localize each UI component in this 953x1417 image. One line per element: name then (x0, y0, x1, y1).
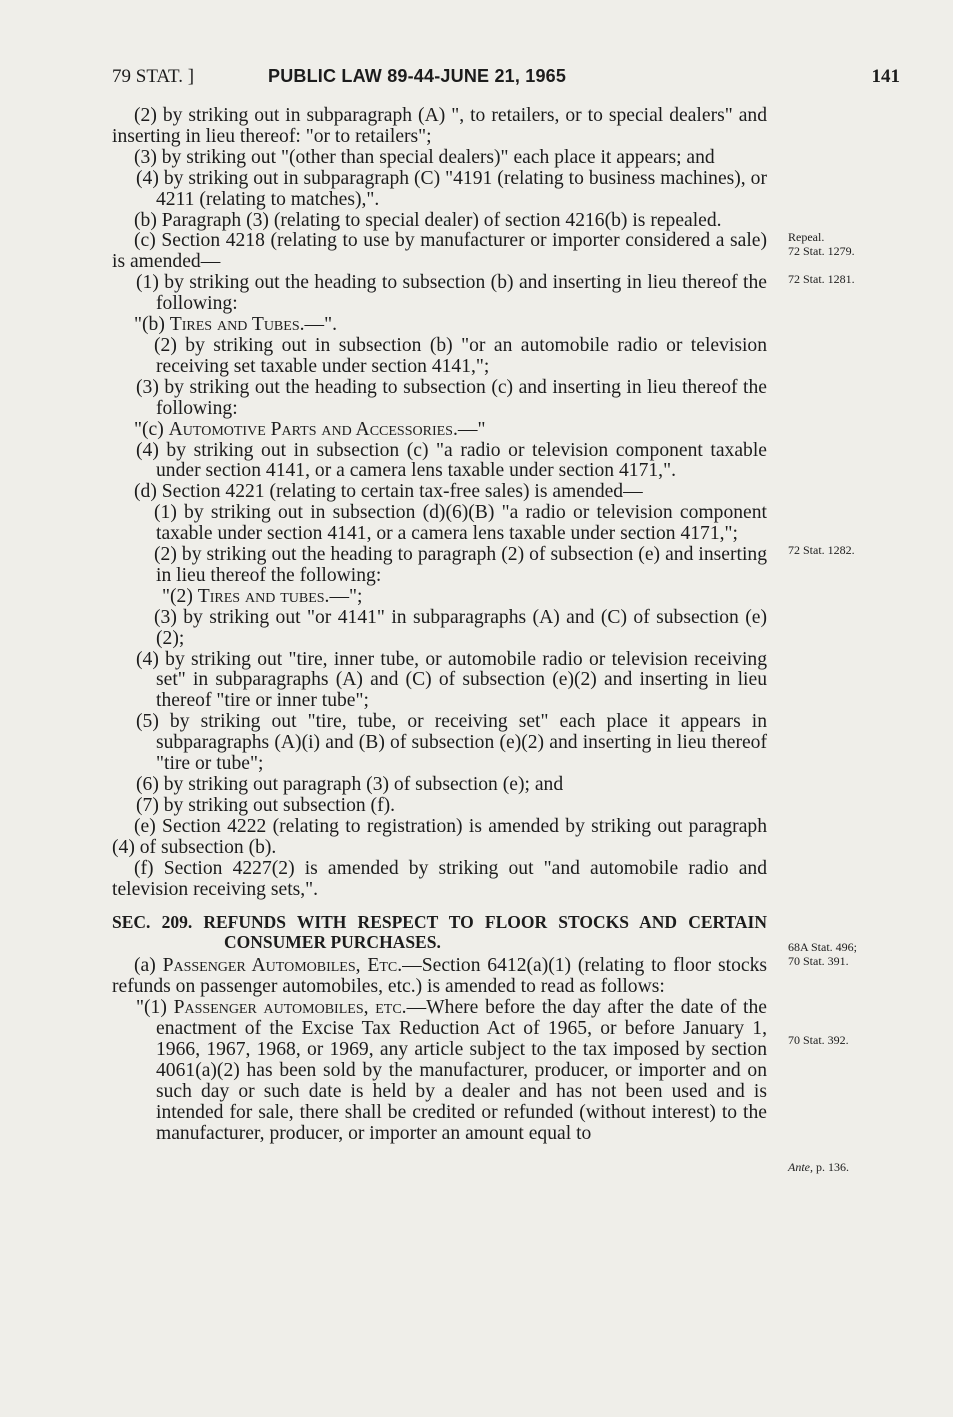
margin-note-label: Repeal. (788, 230, 825, 244)
margin-note-citation: 72 Stat. 1282. (788, 543, 855, 557)
quote-heading: Passenger automobiles, etc. (173, 997, 407, 1019)
paragraph: (3) by striking out the heading to subsection (c) and inserting in lieu thereof the following: (136, 376, 767, 419)
margin-note (788, 272, 928, 286)
subsection-text: —Section 6412(a)(1) (relating to floor stocks refunds on passenger automobiles, etc.) is amended to read as follows: (112, 955, 767, 998)
quote-text: —Where before the day after the date of the enactment of the Excise Tax Reduction Act of 1965, or before January 1, 1966, 1967, 1968, or 1969, any article subject to the tax imposed by section 4061(a)(2) has been sold by the manufacturer, producer, or importer and on such day or such date is held by a dealer and has not been used and is intended for sale, there shall be credited or refunded (without interest) to the manufacturer, producer, or importer an amount equal to (156, 997, 767, 1144)
margin-note-citation: 70 Stat. 391. (788, 954, 849, 968)
law-title: PUBLIC LAW 89-44-JUNE 21, 1965 (268, 66, 567, 86)
paragraph (112, 587, 767, 608)
margin-note (788, 1160, 928, 1174)
margin-note-citation: 72 Stat. 1281. (788, 272, 855, 286)
quote-prefix: "(b) (134, 314, 165, 336)
paragraph: (e) Section 4222 (relating to registration) is amended by striking out paragraph (4) of subsection (b). (112, 815, 767, 858)
margin-note-ante: Ante, (788, 1160, 813, 1174)
page-number: 141 (871, 66, 900, 87)
margin-note-citation: 72 Stat. 1279. (788, 244, 855, 258)
paragraph: (f) Section 4227(2) is amended by striking out "and automobile radio and television receiving sets,". (112, 857, 767, 900)
paragraph: (6) by striking out paragraph (3) of subsection (e); and (136, 774, 564, 795)
quote-heading: Tires and Tubes. (169, 314, 305, 336)
paragraph: (4) by striking out in subsection (c) "a radio or television component taxable under section 4141, or a camera lens taxable under section 4171,". (136, 439, 767, 482)
quote-prefix: "(2) (162, 585, 193, 607)
margin-note-citation: 68A Stat. 496; (788, 940, 858, 954)
quote-prefix: "(1) (136, 997, 167, 1019)
quote-heading: Tires and tubes. (197, 585, 330, 607)
paragraph: (3) by striking out "or 4141" in subparagraphs (A) and (C) of subsection (e)(2); (154, 606, 767, 649)
quote-suffix: —"; (329, 585, 363, 607)
paragraph: (7) by striking out subsection (f). (136, 794, 396, 816)
volume-reference: 79 STAT. ] (112, 66, 195, 87)
quote-heading: Automotive Parts and Accessories. (168, 418, 458, 440)
quote-prefix: "(c) (134, 418, 164, 440)
paragraph: (2) by striking out the heading to paragraph (2) of subsection (e) and inserting in lieu thereof the following: (154, 544, 767, 586)
page-header (112, 66, 900, 92)
paragraph (112, 998, 767, 1144)
paragraph: (d) Section 4221 (relating to certain tax-free sales) is amended— (134, 481, 643, 503)
paragraph: (c) Section 4218 (relating to use by manufacturer or importer considered a sale) is amended— (112, 230, 767, 273)
margin-note (788, 940, 928, 968)
margin-note-page: p. 136. (816, 1160, 849, 1174)
margin-note (788, 230, 928, 258)
paragraph: (2) by striking out in subsection (b) "or an automobile radio or television receiving set taxable under section 4141,"; (154, 334, 767, 377)
paragraph: (1) by striking out the heading to subsection (b) and inserting in lieu thereof the following: (136, 272, 767, 315)
margin-note-citation (788, 1160, 928, 1174)
quote-suffix: —". (304, 314, 337, 336)
paragraph: (2) by striking out in subparagraph (A) ", to retailers, or to special dealers" and inserting in lieu thereof: "or to retailers"; (112, 105, 767, 147)
paragraph: (3) by striking out "(other than special dealers)" each place it appears; and (134, 146, 715, 168)
paragraph (112, 956, 767, 998)
paragraph: (4) by striking out in subparagraph (C) "4191 (relating to business machines), or 4211 (relating to matches),". (136, 167, 767, 210)
margin-note-citation: 70 Stat. 392. (788, 1033, 849, 1047)
quote-suffix: —" (457, 418, 486, 440)
margin-note (788, 1033, 928, 1047)
paragraph: (1) by striking out in subsection (d)(6)(B) "a radio or television component taxable under section 4141, or a camera lens taxable under section 4171,"; (154, 502, 767, 545)
paragraph: (5) by striking out "tire, tube, or receiving set" each place it appears in subparagraphs (A)(i) and (B) of subsection (e)(2) and inserting in lieu thereof "tire or tube"; (136, 711, 767, 775)
paragraph: (4) by striking out "tire, inner tube, or automobile radio or television receiving set" in subparagraphs (A) and (C) of subsection (e)(2) and inserting in lieu thereof "tire or inner tube"; (136, 648, 767, 712)
margin-note (788, 543, 928, 557)
paragraph: (b) Paragraph (3) (relating to special dealer) of section 4216(b) is repealed. (134, 209, 722, 231)
subsection-label: (a) (134, 955, 156, 977)
subsection-heading: Passenger Automobiles, Etc. (162, 955, 403, 977)
paragraph (112, 315, 767, 336)
statute-body (112, 106, 767, 1145)
section-heading: SEC. 209. REFUNDS WITH RESPECT TO FLOOR STOCKS AND CERTAIN CONSUMER PURCHASES. (112, 912, 767, 953)
paragraph (112, 420, 767, 441)
